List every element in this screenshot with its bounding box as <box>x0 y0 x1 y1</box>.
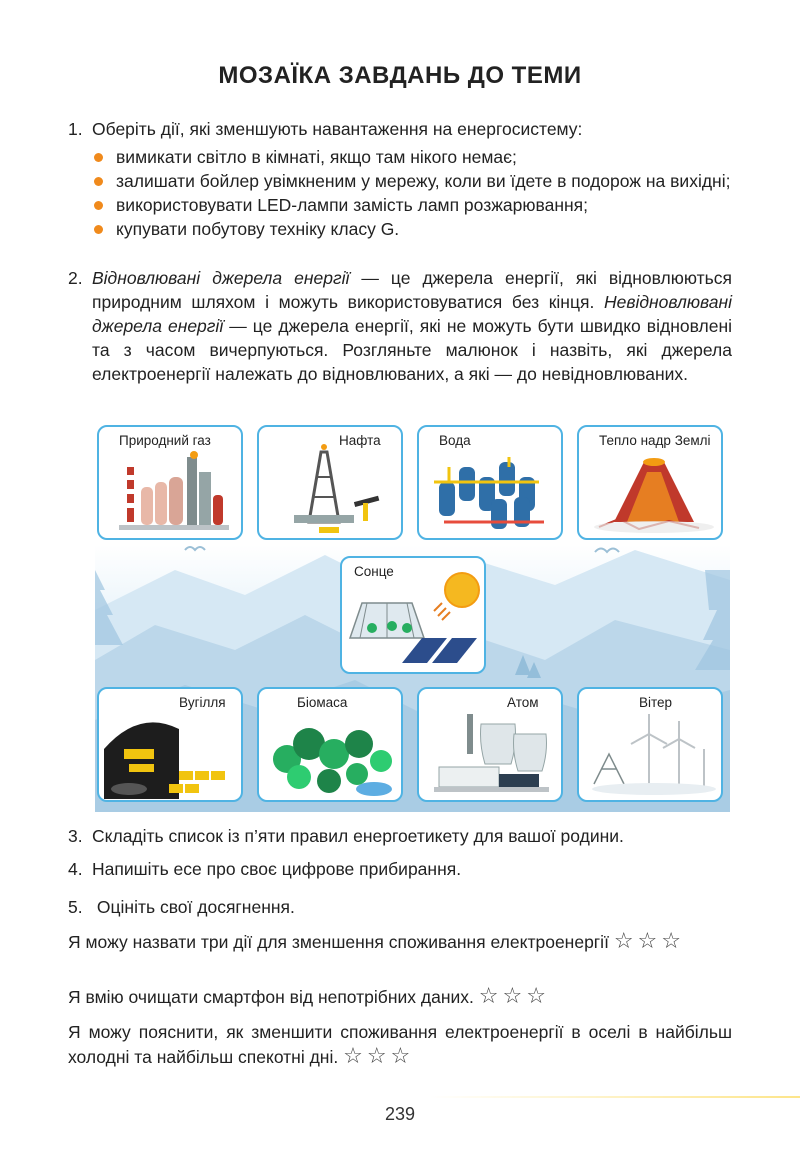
task-2 <box>68 266 732 386</box>
task-number: 2. <box>68 268 83 288</box>
list-item: купувати побутову техніку класу G. <box>92 217 732 241</box>
card-label: Природний газ <box>119 433 211 448</box>
energy-sources-illustration <box>95 420 730 812</box>
star-rating[interactable]: ☆☆☆ <box>478 983 550 1008</box>
task-5: 5. Оцініть свої досягнення. <box>68 897 295 917</box>
task-2-text: Відновлювані джерела енергії — це джерела енергії, які відновлюються природним шляхом і можуть використовуватися без кінця. Невідновлювані джерела енергії — це джерела енергії, які не можуть бути швидко відновлені та з часом вичерпуються. Розгляньте малюнок і назвіть, які джерела електроенергії належать до відновлюваних, а які — до невідновлюваних. <box>92 268 732 384</box>
bullet-icon <box>94 153 103 162</box>
card-natural-gas <box>97 425 243 540</box>
task-3: 3. Складіть список із п’яти правил енергоетикету для вашої родини. <box>68 826 624 846</box>
card-atom <box>417 687 563 802</box>
card-sun <box>340 556 486 674</box>
card-label: Нафта <box>339 433 381 448</box>
task-number: 4. <box>68 859 83 879</box>
task-number: 5. <box>68 897 83 917</box>
star-rating[interactable]: ☆☆☆ <box>613 928 685 953</box>
bullet-icon <box>94 225 103 234</box>
task-number: 1. <box>68 119 83 139</box>
oil-rig-icon <box>259 427 403 540</box>
card-coal <box>97 687 243 802</box>
card-geothermal <box>577 425 723 540</box>
nuclear-plant-icon <box>419 689 563 802</box>
card-water <box>417 425 563 540</box>
card-label: Атом <box>507 695 539 710</box>
card-label: Вітер <box>639 695 673 710</box>
task-4: 4. Напишіть есе про своє цифрове прибирання. <box>68 859 462 879</box>
card-label: Вугілля <box>179 695 226 710</box>
task-1-options <box>68 145 732 241</box>
card-wind <box>577 687 723 802</box>
card-oil <box>257 425 403 540</box>
term-nonrenewable: Невідновлювані джерела енергії <box>92 292 732 336</box>
card-label: Біомаса <box>297 695 348 710</box>
bullet-icon <box>94 177 103 186</box>
bullet-icon <box>94 201 103 210</box>
self-assessment-1: Я можу назвати три дії для зменшення споживання електроенергії ☆☆☆ <box>68 928 685 953</box>
self-assessment-2: Я вмію очищати смартфон від непотрібних даних. ☆☆☆ <box>68 983 550 1008</box>
card-label: Вода <box>439 433 471 448</box>
task-number: 3. <box>68 826 83 846</box>
page-number: 239 <box>384 1104 416 1124</box>
card-biomass <box>257 687 403 802</box>
star-rating[interactable]: ☆☆☆ <box>343 1043 415 1068</box>
self-assessment-3: Я можу пояснити, як зменшити споживання електроенергії в оселі в найбільш холодні та найбільш спекотні дні. ☆☆☆ <box>68 1022 732 1068</box>
list-item: вимикати світло в кімнаті, якщо там нікого немає; <box>92 145 732 169</box>
task-1-text: Оберіть дії, які зменшують навантаження на енергосистему: <box>92 119 583 139</box>
card-label: Сонце <box>354 564 394 579</box>
task-1 <box>68 117 732 241</box>
term-renewable: Відновлювані джерела енергії <box>92 268 350 288</box>
page-title: МОЗАЇКА ЗАВДАНЬ ДО ТЕМИ <box>218 62 582 89</box>
card-label: Тепло надр Землі <box>599 433 711 448</box>
list-item: використовувати LED-лампи замість ламп розжарювання; <box>92 193 732 217</box>
list-item: залишати бойлер увімкненим у мережу, коли ви їдете в подорож на вихідні; <box>92 169 732 193</box>
footer-divider <box>430 1096 800 1098</box>
